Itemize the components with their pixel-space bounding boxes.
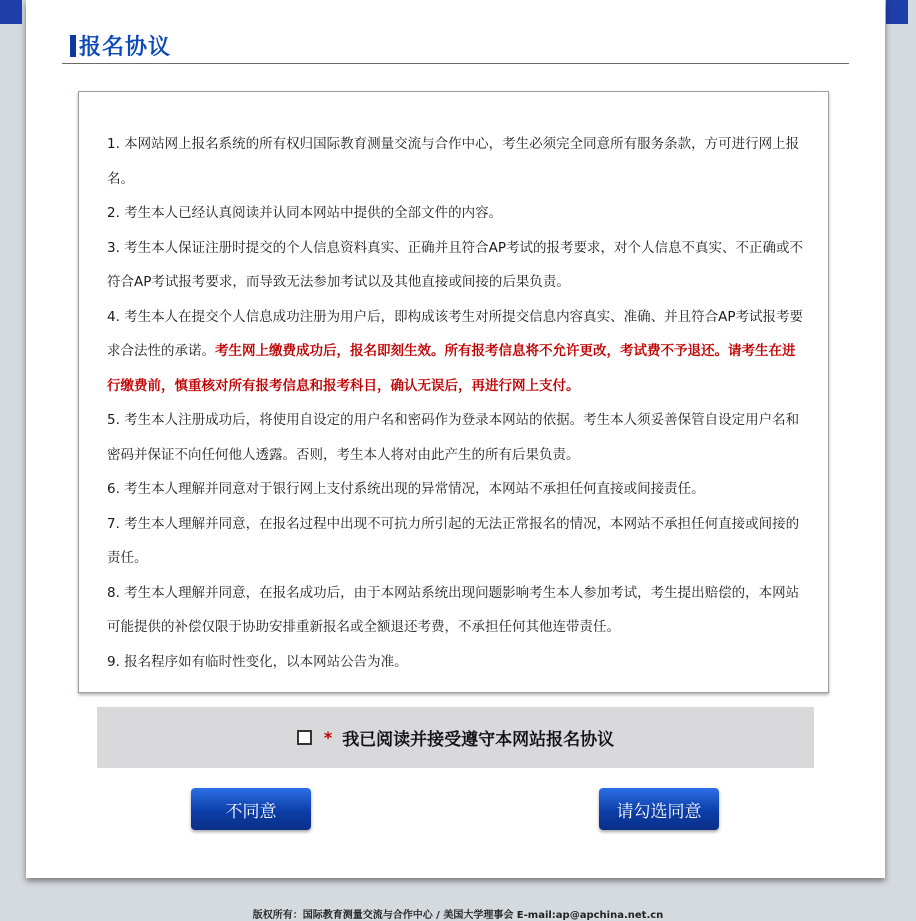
terms-item: 3. 考生本人保证注册时提交的个人信息资料真实、正确并且符合AP考试的报考要求，对个人信息不真实、不正确或不符合AP考试报考要求，而导致无法参加考试以及其他直接或间接的后果负责。: [107, 239, 804, 290]
terms-box[interactable]: [78, 91, 829, 693]
terms-text: [107, 127, 806, 679]
terms-item: 8. 考生本人理解并同意，在报名成功后，由于本网站系统出现问题影响考生本人参加考试，考生提出赔偿的，本网站可能提供的补偿仅限于协助安排重新报名或全额退还考费，不承担任何其他连带责任。: [107, 584, 800, 635]
payment-warning: 考生网上缴费成功后，报名即刻生效。所有报考信息将不允许更改，考试费不予退还。请考生在进行缴费前，慎重核对所有报考信息和报考科目，确认无误后，再进行网上支付。: [107, 343, 796, 394]
agree-checkbox-label[interactable]: 我已阅读并接受遵守本网站报名协议: [342, 730, 615, 750]
corner-decoration-right: [886, 0, 908, 24]
page-title: 报名协议: [79, 35, 172, 60]
terms-item: 9. 报名程序如有临时性变化，以本网站公告为准。: [107, 653, 408, 670]
terms-item: 7. 考生本人理解并同意，在报名过程中出现不可抗力所引起的无法正常报名的情况，本网站不承担任何直接或间接的责任。: [107, 515, 800, 566]
title-divider: [62, 63, 849, 64]
disagree-button[interactable]: 不同意: [191, 788, 311, 830]
page-header: [70, 30, 171, 61]
terms-item: 2. 考生本人已经认真阅读并认同本网站中提供的全部文件的内容。: [107, 205, 503, 221]
agree-button[interactable]: 请勾选同意: [599, 788, 719, 830]
corner-decoration-left: [0, 0, 22, 24]
title-marker: [70, 35, 76, 57]
agreement-bar: [97, 707, 814, 768]
terms-item: 1. 本网站网上报名系统的所有权归国际教育测量交流与合作中心，考生必须完全同意所有服务条款，方可进行网上报名。: [107, 136, 800, 187]
terms-item: 5. 考生本人注册成功后，将使用自设定的用户名和密码作为登录本网站的依据。考生本人须妥善保管自设定用户名和密码并保证不向任何他人透露。否则，考生本人将对由此产生的所有后果负责。: [107, 412, 800, 463]
terms-item: 4. 考生本人在提交个人信息成功注册为用户后，即构成该考生对所提交信息内容真实、准确、并且符合AP考试报考要求合法性的承诺。: [107, 308, 804, 359]
terms-item: 6. 考生本人理解并同意对于银行网上支付系统出现的异常情况，本网站不承担任何直接或间接责任。: [107, 481, 705, 497]
agree-checkbox[interactable]: [297, 730, 312, 745]
agreement-panel: [26, 0, 885, 878]
required-marker: *: [323, 728, 333, 747]
copyright-footer: 版权所有：国际教育测量交流与合作中心 / 美国大学理事会 E-mail:ap@apchina.net.cn: [252, 910, 664, 921]
